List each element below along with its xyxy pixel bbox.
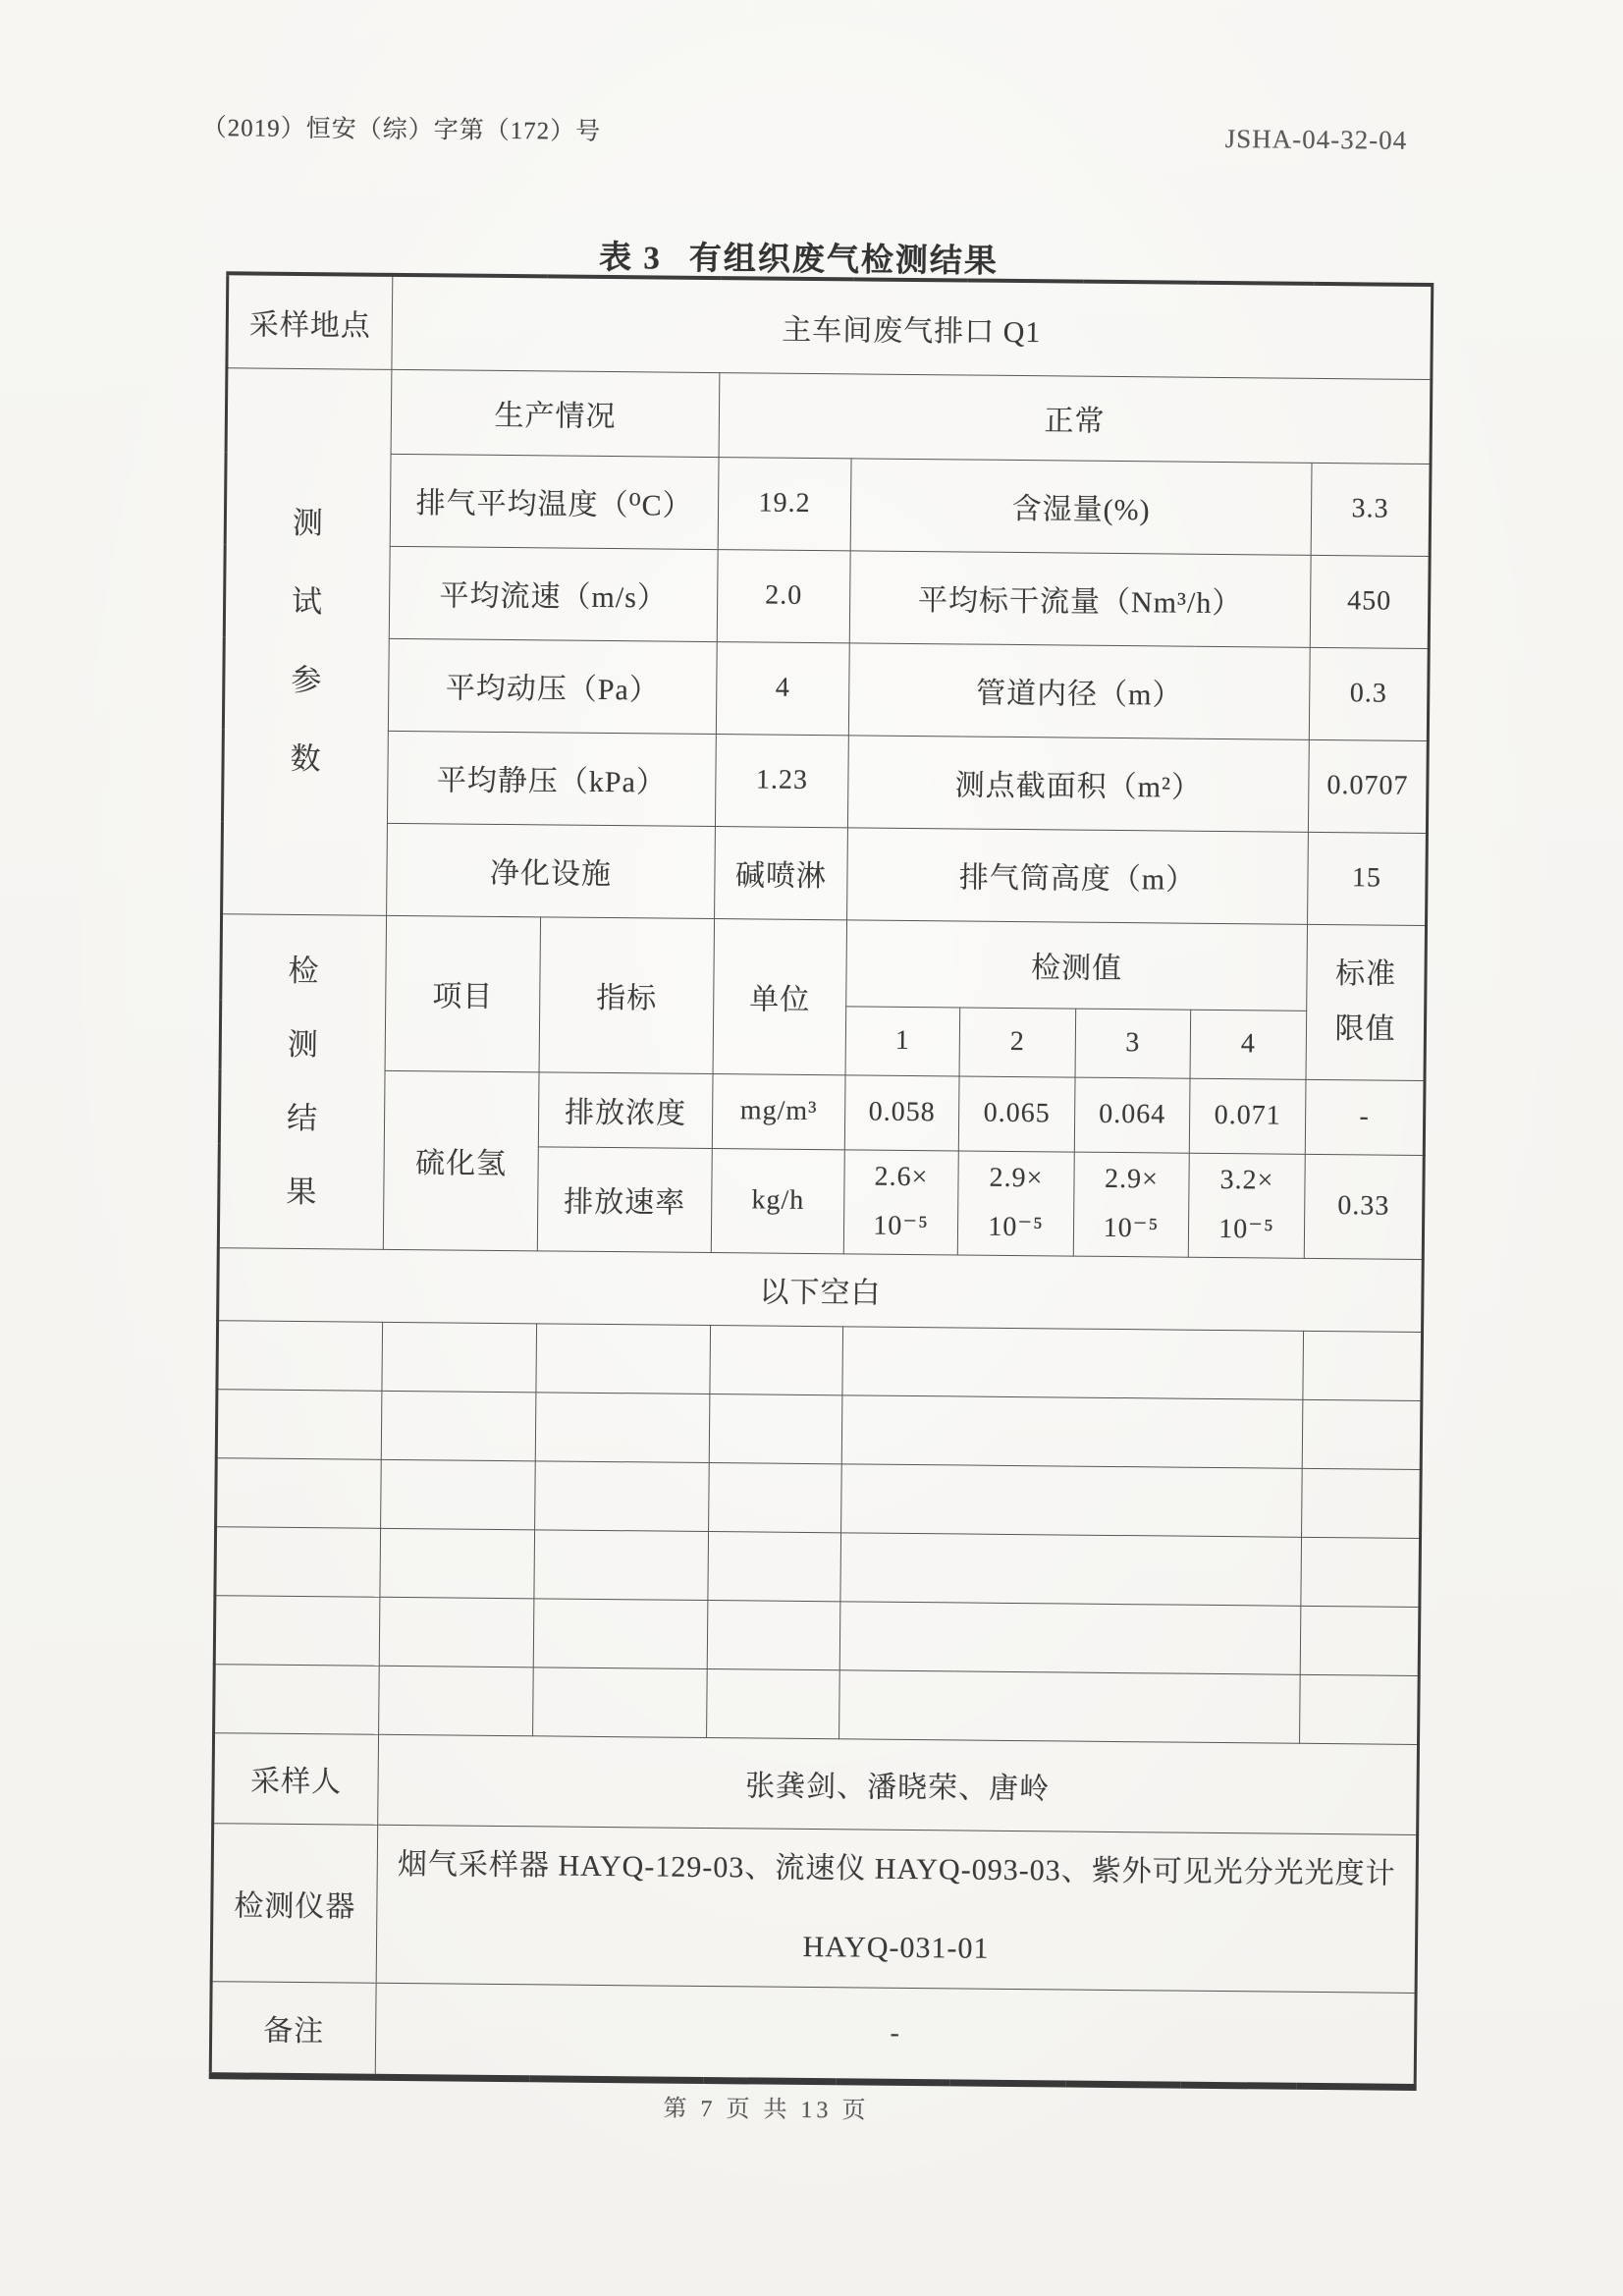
empty-cell xyxy=(839,1669,1301,1742)
limit-value: 0.33 xyxy=(1304,1154,1424,1259)
page-number-footer: 第 7 页 共 13 页 xyxy=(663,2096,870,2124)
empty-cell xyxy=(534,1529,709,1600)
empty-cell xyxy=(841,1463,1303,1536)
label-char: 测 xyxy=(287,1026,319,1063)
param-label: 平均流速（m/s） xyxy=(389,546,718,641)
detect-value: 0.071 xyxy=(1189,1078,1306,1154)
exponent: 10⁻⁵ xyxy=(873,1210,929,1242)
limit-value: - xyxy=(1305,1079,1425,1155)
instruments-value xyxy=(376,1825,1418,1993)
table-row xyxy=(216,1457,1422,1538)
header-unit: 单位 xyxy=(713,918,847,1074)
detect-value: 0.065 xyxy=(958,1075,1075,1151)
table-row xyxy=(215,1526,1421,1607)
param-label: 排气平均温度（⁰C） xyxy=(390,454,719,549)
pollutant-name: 硫化氢 xyxy=(383,1070,539,1250)
detect-value: 0.064 xyxy=(1074,1077,1190,1153)
empty-cell xyxy=(533,1667,708,1737)
standard-limit-lines xyxy=(1311,947,1421,1058)
empty-cell xyxy=(381,1391,536,1461)
param-label: 平均动压（Pa） xyxy=(388,638,717,734)
document-reference-number: （2019）恒安（综）字第（172）号 xyxy=(201,114,602,145)
label-char: 数 xyxy=(290,740,322,777)
mantissa: 2.9× xyxy=(989,1162,1044,1194)
scientific-value xyxy=(962,1153,1070,1252)
empty-cell xyxy=(1300,1606,1420,1675)
table-row xyxy=(214,1664,1420,1744)
empty-cell xyxy=(535,1392,710,1462)
table-row xyxy=(214,1595,1420,1675)
detection-results-table xyxy=(209,271,1434,2090)
table-number: 表 3 xyxy=(598,240,663,277)
detect-value xyxy=(843,1149,958,1254)
instruments-label: 检测仪器 xyxy=(211,1823,378,1983)
indicator-name: 排放浓度 xyxy=(538,1071,713,1148)
table-row xyxy=(227,273,1433,379)
table-row xyxy=(210,1981,1416,2087)
empty-cell xyxy=(842,1326,1304,1398)
table-row xyxy=(213,1732,1419,1834)
param-label: 平均静压（kPa） xyxy=(387,731,716,826)
param-label: 管道内径（m） xyxy=(848,642,1310,738)
empty-cell xyxy=(1303,1331,1423,1400)
instruments-lines xyxy=(381,1825,1413,1992)
empty-cell xyxy=(533,1598,708,1668)
unit-value: kg/h xyxy=(711,1148,844,1253)
param-value: 0.3 xyxy=(1309,647,1429,740)
remark-label: 备注 xyxy=(210,1981,376,2077)
production-status-label: 生产情况 xyxy=(391,369,720,457)
scientific-value xyxy=(848,1152,954,1251)
param-value: 3.3 xyxy=(1311,463,1431,556)
sample-number: 4 xyxy=(1190,1010,1307,1079)
label-char: 果 xyxy=(286,1174,318,1210)
production-status-value: 正常 xyxy=(719,372,1432,464)
table-row xyxy=(217,1320,1423,1400)
remark-value: - xyxy=(375,1983,1416,2087)
header-indicator: 指标 xyxy=(539,916,715,1073)
empty-cell xyxy=(708,1531,841,1601)
sample-number: 3 xyxy=(1075,1009,1191,1078)
mantissa: 3.2× xyxy=(1219,1165,1274,1196)
label-char: 检 xyxy=(288,953,320,989)
table-row xyxy=(219,1068,1425,1155)
param-value: 2.0 xyxy=(717,549,850,642)
header-detect-value: 检测值 xyxy=(846,919,1308,1010)
empty-cell xyxy=(381,1459,536,1530)
mantissa: 2.9× xyxy=(1104,1163,1160,1195)
param-label: 含湿量(%) xyxy=(850,458,1312,554)
empty-cell xyxy=(707,1668,840,1738)
unit-value: mg/m³ xyxy=(712,1073,845,1149)
instrument-line: HAYQ-031-01 xyxy=(802,1930,990,1965)
instrument-line: 烟气采样器 HAYQ-129-03、流速仪 HAYQ-093-03、紫外可见光分光光度计 xyxy=(397,1847,1396,1890)
table-title-text: 有组织废气检测结果 xyxy=(688,241,1000,280)
table-row xyxy=(211,1823,1418,1993)
param-label: 排气筒高度（m） xyxy=(847,827,1309,923)
results-section-label xyxy=(218,913,386,1249)
param-value: 19.2 xyxy=(718,457,851,550)
exponent: 10⁻⁵ xyxy=(1103,1212,1160,1244)
param-value: 450 xyxy=(1310,555,1430,648)
limit-line: 标准 xyxy=(1334,957,1397,991)
param-value: 4 xyxy=(716,641,849,735)
header-standard-limit xyxy=(1306,924,1427,1080)
header-item: 项目 xyxy=(385,915,541,1071)
sample-number: 2 xyxy=(959,1007,1076,1076)
empty-cell xyxy=(535,1460,710,1531)
sampler-names: 张龚剑、潘晓荣、唐岭 xyxy=(378,1734,1419,1834)
param-value: 15 xyxy=(1308,832,1428,925)
table-row xyxy=(218,1247,1424,1332)
scientific-value xyxy=(1193,1156,1301,1255)
empty-cell xyxy=(1302,1399,1422,1469)
param-value: 0.0707 xyxy=(1308,739,1428,833)
empty-cell xyxy=(382,1322,537,1393)
label-char: 结 xyxy=(286,1100,319,1136)
detect-value: 0.058 xyxy=(844,1074,959,1150)
label-char: 测 xyxy=(292,505,325,541)
empty-cell xyxy=(216,1457,382,1528)
limit-line: 限值 xyxy=(1334,1012,1396,1046)
label-char: 试 xyxy=(291,583,324,620)
table-row xyxy=(222,821,1428,925)
table-row xyxy=(216,1389,1422,1469)
test-params-section-label xyxy=(222,367,392,915)
detect-value xyxy=(1073,1152,1189,1257)
detect-value xyxy=(1188,1153,1305,1258)
scientific-value xyxy=(1078,1155,1185,1254)
empty-cell xyxy=(707,1600,840,1669)
table-row xyxy=(225,452,1431,556)
test-params-vertical-label xyxy=(228,483,386,799)
sampler-label: 采样人 xyxy=(213,1732,379,1825)
empty-cell xyxy=(709,1462,842,1532)
param-label: 测点截面积（m²） xyxy=(847,735,1309,831)
empty-cell xyxy=(536,1323,711,1394)
empty-cell xyxy=(1301,1537,1421,1607)
sampling-site-value: 主车间废气排口 Q1 xyxy=(392,275,1433,379)
empty-cell xyxy=(709,1394,842,1463)
param-label: 平均标干流量（Nm³/h） xyxy=(849,550,1311,646)
empty-cell xyxy=(217,1320,383,1391)
empty-cell xyxy=(216,1389,382,1459)
empty-cell xyxy=(841,1394,1303,1467)
table-row xyxy=(226,367,1432,464)
param-value: 1.23 xyxy=(715,734,848,827)
empty-cell xyxy=(379,1666,534,1736)
exponent: 10⁻⁵ xyxy=(1218,1213,1274,1245)
detect-value xyxy=(957,1150,1074,1255)
param-value: 碱喷淋 xyxy=(715,826,848,919)
form-code: JSHA-04-32-04 xyxy=(1224,124,1408,155)
exponent: 10⁻⁵ xyxy=(988,1211,1044,1243)
empty-cell xyxy=(214,1595,380,1666)
empty-cell xyxy=(1300,1674,1420,1744)
results-vertical-label xyxy=(224,933,382,1230)
mantissa: 2.6× xyxy=(874,1161,929,1193)
table-row xyxy=(222,729,1428,833)
empty-cell xyxy=(215,1526,381,1597)
empty-cell xyxy=(214,1664,380,1734)
table-row xyxy=(224,544,1430,648)
empty-cell xyxy=(839,1601,1301,1673)
empty-cell xyxy=(710,1325,843,1394)
table-row xyxy=(223,636,1429,740)
sampling-site-label: 采样地点 xyxy=(227,273,393,369)
table-row xyxy=(221,913,1427,1011)
empty-cell xyxy=(380,1528,535,1599)
blank-below-note: 以下空白 xyxy=(218,1247,1424,1332)
empty-cell xyxy=(379,1597,534,1667)
label-char: 参 xyxy=(291,662,323,698)
sample-number: 1 xyxy=(845,1006,960,1075)
empty-cell xyxy=(840,1532,1302,1605)
param-label: 净化设施 xyxy=(387,823,716,918)
indicator-name: 排放速率 xyxy=(537,1146,712,1252)
empty-cell xyxy=(1302,1468,1422,1538)
